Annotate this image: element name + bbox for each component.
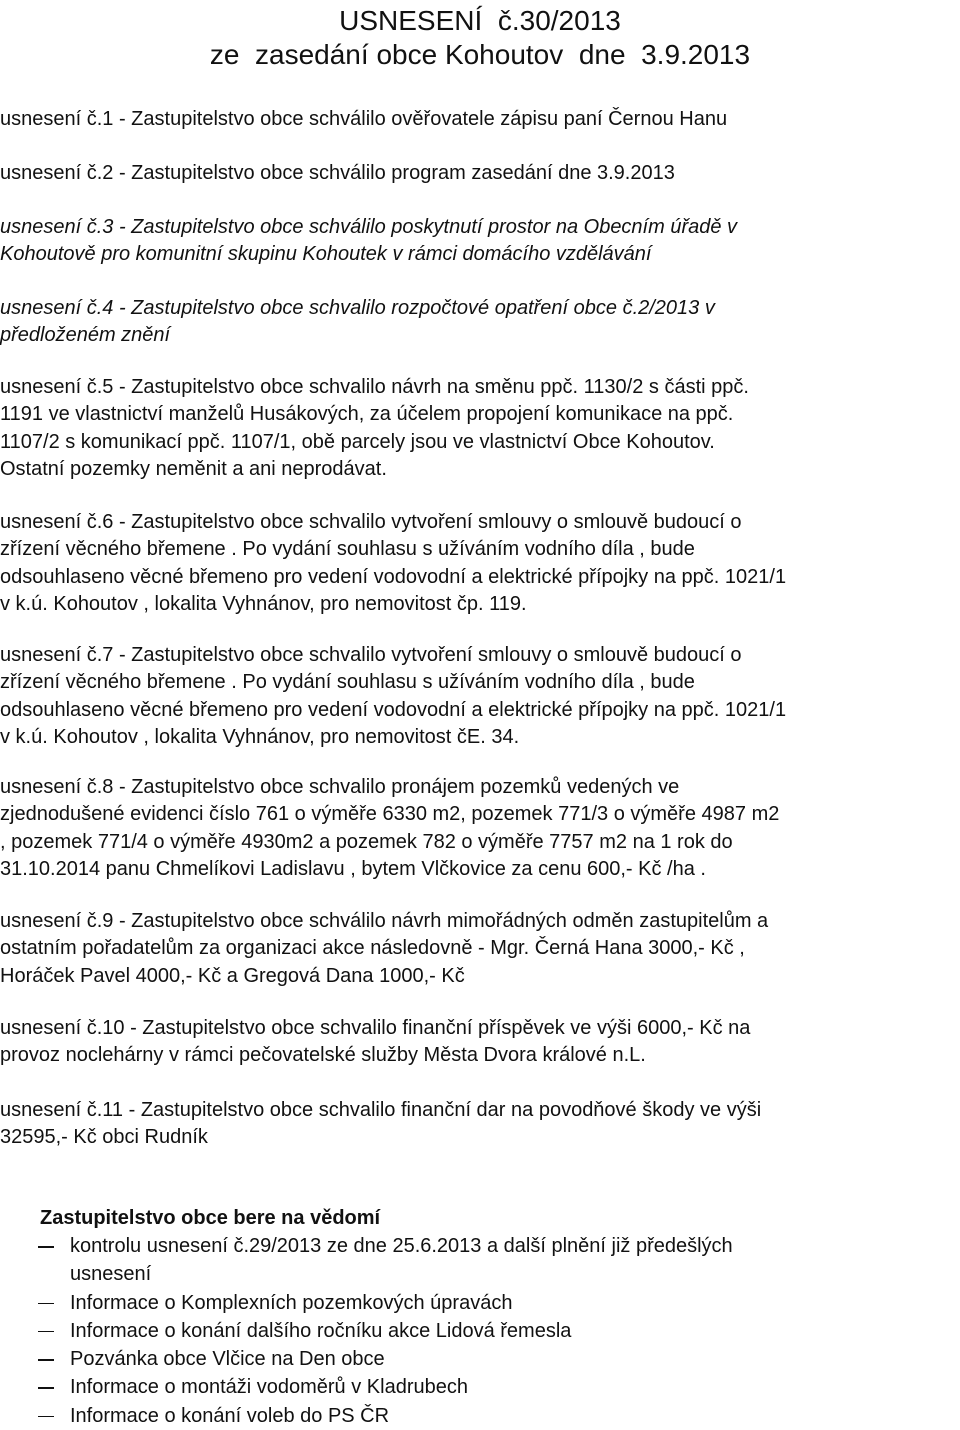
resolution-line: 1191 ve vlastnictví manželů Husákových, za účelem propojení komunikace na ppč. [0,403,734,426]
resolution-line: usnesení č.3 - Zastupitelstvo obce schválilo poskytnutí prostor na Obecním úřadě v [0,216,738,238]
resolution-9 [0,908,960,990]
dash-bullet-icon [38,1416,54,1418]
resolution-3 [0,214,960,269]
dash-bullet-icon [38,1387,54,1389]
resolution-line: Kohoutově pro komunitní skupinu Kohoutek v rámci domácího vzdělávání [0,243,652,266]
resolution-11 [0,1097,960,1152]
document-title [0,4,960,72]
resolution-line: předloženém znění [0,324,171,347]
list-item [0,1373,960,1401]
resolution-line: ostatním pořadatelům za organizaci akce následovně - Mgr. Černá Hana 3000,- Kč , [0,937,745,960]
resolution-7 [0,642,960,752]
resolution-2 [0,160,960,187]
resolution-line: Ostatní pozemky neměnit a ani neprodávat. [0,458,387,481]
dash-bullet-icon [38,1331,54,1333]
title-line-1: USNESENÍ č.30/2013 [339,5,621,36]
list-item-continuation: usnesení [70,1263,152,1286]
resolution-line: provoz noclehárny v rámci pečovatelské služby Města Dvora králové n.L. [0,1044,646,1067]
list-item-text: kontrolu usnesení č.29/2013 ze dne 25.6.2013 a další plnění již předešlých [70,1235,733,1257]
resolution-line: odsouhlaseno věcné břemeno pro vedení vodovodní a elektrické přípojky na ppč. 1021/1 [0,565,787,588]
resolution-4 [0,295,960,350]
resolution-line: zřízení věcného břemene . Po vydání souhlasu s užíváním vodního díla , bude [0,538,695,561]
resolution-5 [0,374,960,484]
list-item [0,1232,960,1289]
resolution-line: usnesení č.8 - Zastupitelstvo obce schvalilo pronájem pozemků vedených ve [0,776,680,798]
resolution-line: usnesení č.9 - Zastupitelstvo obce schválilo návrh mimořádných odměn zastupitelům a [0,910,769,932]
resolution-line: usnesení č.7 - Zastupitelstvo obce schvalilo vytvoření smlouvy o smlouvě budoucí o [0,644,742,666]
list-item-text: Informace o konání dalšího ročníku akce Lidová řemesla [70,1319,572,1342]
list-item-text: Informace o Komplexních pozemkových úpravách [70,1291,513,1314]
dash-bullet-icon [38,1359,54,1361]
resolution-line: 32595,- Kč obci Rudník [0,1126,208,1149]
resolution-line: usnesení č.11 - Zastupitelstvo obce schvalilo finanční dar na povodňové škody ve výši [0,1099,762,1121]
resolution-line: usnesení č.1 - Zastupitelstvo obce schválilo ověřovatele zápisu paní Černou Hanu [0,108,728,130]
resolution-line: , pozemek 771/4 o výměře 4930m2 a pozemek 782 o výměře 7757 m2 na 1 rok do [0,830,733,853]
resolution-line: 31.10.2014 panu Chmelíkovi Ladislavu , bytem Vlčkovice za cenu 600,- Kč /ha . [0,858,706,881]
noted-list [0,1232,960,1430]
dash-bullet-icon [38,1303,54,1305]
list-item [0,1317,960,1345]
resolution-line: usnesení č.2 - Zastupitelstvo obce schválilo program zasedání dne 3.9.2013 [0,162,675,184]
list-item-text: Pozvánka obce Vlčice na Den obce [70,1348,385,1371]
list-item [0,1345,960,1373]
dash-bullet-icon [38,1246,54,1248]
resolution-line: usnesení č.6 - Zastupitelstvo obce schvalilo vytvoření smlouvy o smlouvě budoucí o [0,511,742,533]
resolution-line: zjednodušené evidenci číslo 761 o výměře 6330 m2, pozemek 771/3 o výměře 4987 m2 [0,803,780,826]
resolution-line: zřízení věcného břemene . Po vydání souhlasu s užíváním vodního díla , bude [0,671,695,694]
resolution-6 [0,509,960,619]
resolution-line: odsouhlaseno věcné břemeno pro vedení vodovodní a elektrické přípojky na ppč. 1021/1 [0,698,787,721]
resolution-line: usnesení č.5 - Zastupitelstvo obce schvalilo návrh na směnu ppč. 1130/2 s části ppč. [0,376,749,398]
list-item [0,1402,960,1430]
resolution-line: usnesení č.4 - Zastupitelstvo obce schvalilo rozpočtové opatření obce č.2/2013 v [0,297,715,319]
resolution-8 [0,774,960,884]
resolution-line: v k.ú. Kohoutov , lokalita Vyhnánov, pro nemovitost čE. 34. [0,726,520,749]
resolution-line: Horáček Pavel 4000,- Kč a Gregová Dana 1000,- Kč [0,964,465,987]
list-item [0,1289,960,1317]
title-line-2: ze zasedání obce Kohoutov dne 3.9.2013 [209,39,751,70]
resolution-line: v k.ú. Kohoutov , lokalita Vyhnánov, pro nemovitost čp. 119. [0,593,527,616]
list-item-text: Informace o konání voleb do PS ČR [70,1404,390,1427]
resolution-10 [0,1015,960,1070]
list-item-text: Informace o montáži vodoměrů v Kladrubech [70,1376,468,1399]
resolution-line: usnesení č.10 - Zastupitelstvo obce schvalilo finanční příspěvek ve výši 6000,- Kč na [0,1017,751,1039]
resolution-line: 1107/2 s komunikací ppč. 1107/1, obě parcely jsou ve vlastnictví Obce Kohoutov. [0,430,715,453]
resolution-1 [0,106,960,133]
noted-heading: Zastupitelstvo obce bere na vědomí [40,1207,381,1229]
